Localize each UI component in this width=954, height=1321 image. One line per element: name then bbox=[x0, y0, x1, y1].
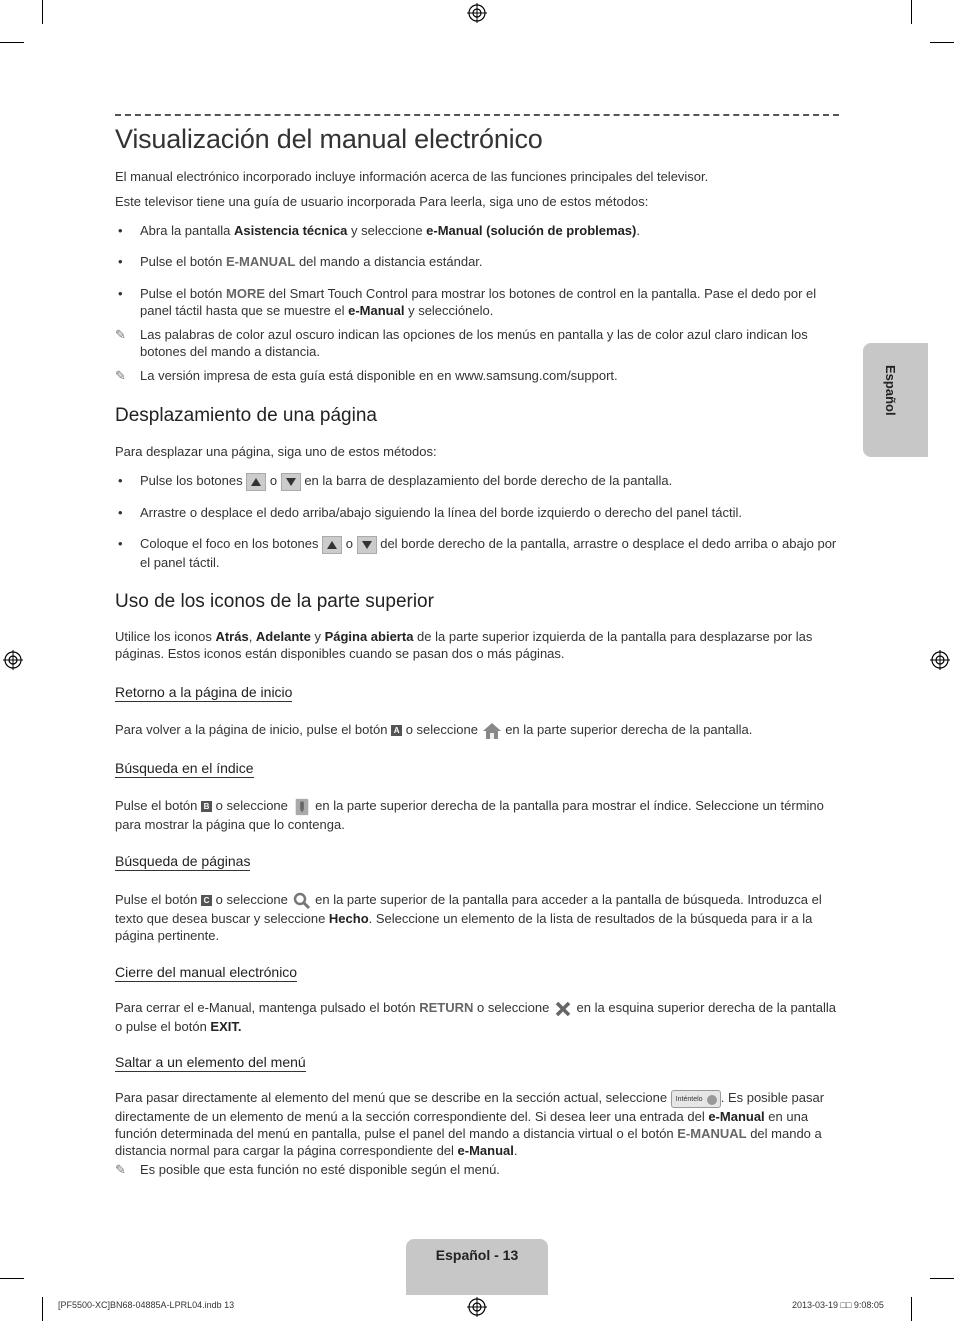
up-arrow-icon bbox=[246, 473, 266, 491]
list-item: Arrastre o desplace el dedo arriba/abajo siguiendo la línea del borde izquierdo o derecho del panel táctil. bbox=[140, 505, 743, 520]
subsection-text: Para cerrar el e-Manual, mantenga pulsado el botón RETURN o seleccione en la esquina superior derecha de la pantalla o pulse el botón EXIT. bbox=[115, 1000, 836, 1034]
intro-paragraph: El manual electrónico incorporado incluye información acerca de las funciones principales del televisor. bbox=[115, 169, 709, 184]
bullet-marker: • bbox=[118, 473, 123, 488]
section-intro: Utilice los iconos Atrás, Adelante y Página abierta de la parte superior izquierda de la pantalla para desplazarse por las páginas. Estos iconos están disponibles cuando se pasan dos o más páginas. bbox=[115, 629, 813, 661]
home-icon bbox=[482, 722, 502, 740]
pencil-icon: ✎ bbox=[115, 368, 126, 383]
subsection-text: Para volver a la página de inicio, pulse el botón A o seleccione en la parte superior derecha de la pantalla. bbox=[115, 721, 839, 740]
crop-mark bbox=[911, 1297, 912, 1321]
crop-mark bbox=[930, 42, 954, 43]
subsection-heading: Retorno a la página de inicio bbox=[115, 684, 293, 700]
list-item: Abra la pantalla Asistencia técnica y seleccione e-Manual (solución de problemas). bbox=[140, 223, 640, 238]
index-icon bbox=[292, 798, 312, 816]
section-heading: Desplazamiento de una página bbox=[115, 405, 377, 426]
subsection-text: Para pasar directamente al elemento del menú que se describe en la sección actual, seleccione Inténtelo . Es posible pasar directamente de un elemento de menú a la sección correspondiente del. Si desea leer una entrada del e-Manual en una función determinada del menú en pantalla, pulse el panel del mando a distancia virtual o el botón E-MANUAL del mando a distancia normal para cargar la página correspondiente del e-Manual. bbox=[115, 1090, 825, 1158]
note-text: La versión impresa de esta guía está disponible en en www.samsung.com/support. bbox=[140, 368, 618, 383]
note-text: Es posible que esta función no esté disponible según el menú. bbox=[140, 1162, 500, 1177]
subsection-heading: Saltar a un elemento del menú bbox=[115, 1054, 306, 1070]
crop-mark bbox=[911, 0, 912, 24]
dashed-rule bbox=[115, 114, 839, 116]
language-side-tab: Español bbox=[863, 343, 928, 457]
subsection-heading: Búsqueda en el índice bbox=[115, 760, 254, 776]
section-heading: Uso de los iconos de la parte superior bbox=[115, 591, 434, 612]
crop-mark bbox=[0, 42, 24, 43]
subsection-text: Pulse el botón C o seleccione en la parte superior de la pantalla para acceder a la pantalla de búsqueda. Introduzca el texto que desea buscar y seleccione Hecho. Seleccione un elemento de la lista de resultados de la búsqueda para ir a la página pertinente. bbox=[115, 892, 822, 943]
key-b-icon: B bbox=[201, 801, 212, 812]
bullet-marker: • bbox=[118, 505, 123, 520]
play-icon bbox=[707, 1095, 717, 1105]
bullet-marker: • bbox=[118, 223, 123, 238]
page-number-box: Español - 13 bbox=[406, 1239, 548, 1295]
section-intro: Para desplazar una página, siga uno de estos métodos: bbox=[115, 444, 437, 459]
down-arrow-icon bbox=[281, 473, 301, 491]
registration-mark-icon bbox=[467, 1297, 487, 1317]
key-a-icon: A bbox=[391, 725, 402, 736]
down-arrow-icon bbox=[357, 536, 377, 554]
crop-mark bbox=[930, 1278, 954, 1279]
registration-mark-icon bbox=[467, 3, 487, 23]
page-title: Visualización del manual electrónico bbox=[115, 124, 543, 154]
pencil-icon: ✎ bbox=[115, 1162, 126, 1177]
registration-mark-icon bbox=[930, 650, 950, 670]
note-text: Las palabras de color azul oscuro indican las opciones de los menús en pantalla y las de color azul claro indican los botones del mando a distancia. bbox=[140, 327, 808, 359]
subsection-heading: Búsqueda de páginas bbox=[115, 853, 251, 869]
try-it-button[interactable]: Inténtelo bbox=[671, 1090, 721, 1108]
list-item: Pulse los botones o en la barra de desplazamiento del borde derecho de la pantalla. bbox=[140, 472, 840, 491]
crop-mark bbox=[42, 0, 43, 24]
subsection-heading: Cierre del manual electrónico bbox=[115, 964, 298, 980]
key-c-icon: C bbox=[201, 895, 212, 906]
pencil-icon: ✎ bbox=[115, 327, 126, 342]
file-imprint: [PF5500-XC]BN68-04885A-LPRL04.indb 13 bbox=[58, 1300, 235, 1310]
crop-mark bbox=[42, 1297, 43, 1321]
subsection-text: Pulse el botón B o seleccione en la parte superior derecha de la pantalla para mostrar el índice. Seleccione un término para mostrar la página que lo contenga. bbox=[115, 798, 824, 832]
list-item: Coloque el foco en los botones o del borde derecho de la pantalla, arrastre o desplace el dedo arriba o abajo por el panel táctil. bbox=[140, 536, 837, 570]
list-item: Pulse el botón MORE del Smart Touch Control para mostrar los botones de control en la pantalla. Pase el dedo por el panel táctil hasta que se muestre el e-Manual y selecciónelo. bbox=[140, 286, 817, 318]
close-icon bbox=[553, 1000, 573, 1018]
date-imprint: 2013-03-19 □□ 9:08:05 bbox=[792, 1300, 884, 1310]
crop-mark bbox=[0, 1278, 24, 1279]
up-arrow-icon bbox=[322, 536, 342, 554]
list-item: Pulse el botón E-MANUAL del mando a distancia estándar. bbox=[140, 254, 483, 269]
bullet-marker: • bbox=[118, 254, 123, 269]
registration-mark-icon bbox=[3, 650, 23, 670]
bullet-marker: • bbox=[118, 286, 123, 301]
intro-paragraph: Este televisor tiene una guía de usuario incorporada Para leerla, siga uno de estos métodos: bbox=[115, 194, 649, 209]
search-icon bbox=[292, 892, 312, 910]
bullet-marker: • bbox=[118, 536, 123, 551]
